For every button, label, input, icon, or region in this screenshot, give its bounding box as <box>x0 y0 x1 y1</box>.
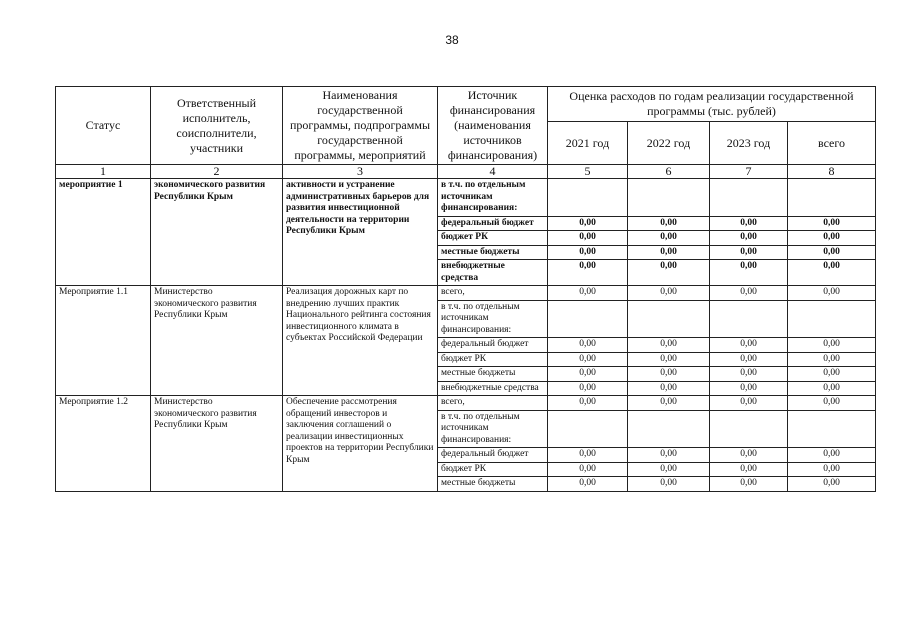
funding-source: в т.ч. по отдельным источникам финансирования: <box>438 300 548 338</box>
column-number: 8 <box>788 165 876 179</box>
amount-cell: 0,00 <box>788 286 876 301</box>
amount-cell: 0,00 <box>788 338 876 353</box>
amount-cell: 0,00 <box>548 260 628 286</box>
amount-cell: 0,00 <box>548 231 628 246</box>
header-estimate: Оценка расходов по годам реализации государственной программы (тыс. рублей) <box>548 87 876 122</box>
amount-cell: 0,00 <box>628 448 710 463</box>
funding-source: федеральный бюджет <box>438 338 548 353</box>
amount-cell: 0,00 <box>788 216 876 231</box>
amount-cell <box>788 179 876 217</box>
amount-cell <box>710 410 788 448</box>
table-row <box>56 396 876 411</box>
amount-cell: 0,00 <box>548 338 628 353</box>
page-number: 38 <box>445 33 459 47</box>
funding-source: всего, <box>438 396 548 411</box>
amount-cell: 0,00 <box>710 367 788 382</box>
amount-cell <box>788 410 876 448</box>
amount-cell: 0,00 <box>628 462 710 477</box>
funding-source: федеральный бюджет <box>438 448 548 463</box>
amount-cell <box>628 300 710 338</box>
amount-cell: 0,00 <box>628 245 710 260</box>
activity-executor: экономического развития Республики Крым <box>151 179 283 286</box>
amount-cell <box>628 179 710 217</box>
funding-source: в т.ч. по отдельным источникам финансирования: <box>438 179 548 217</box>
amount-cell <box>548 179 628 217</box>
amount-cell <box>628 410 710 448</box>
amount-cell: 0,00 <box>710 260 788 286</box>
amount-cell: 0,00 <box>548 448 628 463</box>
amount-cell: 0,00 <box>628 260 710 286</box>
amount-cell: 0,00 <box>548 477 628 492</box>
amount-cell <box>788 300 876 338</box>
amount-cell <box>710 179 788 217</box>
funding-source: местные бюджеты <box>438 477 548 492</box>
amount-cell: 0,00 <box>788 245 876 260</box>
amount-cell: 0,00 <box>548 367 628 382</box>
funding-source: всего, <box>438 286 548 301</box>
budget-table <box>55 86 876 492</box>
amount-cell: 0,00 <box>710 338 788 353</box>
activity-status: Мероприятие 1.2 <box>56 396 151 492</box>
amount-cell: 0,00 <box>548 396 628 411</box>
amount-cell: 0,00 <box>628 396 710 411</box>
amount-cell: 0,00 <box>710 286 788 301</box>
amount-cell: 0,00 <box>788 462 876 477</box>
amount-cell: 0,00 <box>788 260 876 286</box>
amount-cell: 0,00 <box>548 216 628 231</box>
amount-cell: 0,00 <box>628 338 710 353</box>
amount-cell: 0,00 <box>548 245 628 260</box>
column-number: 1 <box>56 165 151 179</box>
activity-status: Мероприятие 1.1 <box>56 286 151 396</box>
amount-cell: 0,00 <box>548 381 628 396</box>
amount-cell: 0,00 <box>710 448 788 463</box>
funding-source: в т.ч. по отдельным источникам финансирования: <box>438 410 548 448</box>
header-source: Источник финансирования (наименования источников финансирования) <box>438 87 548 165</box>
amount-cell: 0,00 <box>710 396 788 411</box>
amount-cell: 0,00 <box>710 216 788 231</box>
column-number: 5 <box>548 165 628 179</box>
amount-cell: 0,00 <box>548 286 628 301</box>
amount-cell <box>710 300 788 338</box>
column-number: 4 <box>438 165 548 179</box>
amount-cell: 0,00 <box>788 352 876 367</box>
header-year-2021: 2021 год <box>548 122 628 165</box>
activity-status: мероприятие 1 <box>56 179 151 286</box>
funding-source: бюджет РК <box>438 231 548 246</box>
amount-cell: 0,00 <box>628 477 710 492</box>
funding-source: внебюджетные средства <box>438 260 548 286</box>
amount-cell: 0,00 <box>628 381 710 396</box>
amount-cell: 0,00 <box>710 231 788 246</box>
column-number: 7 <box>710 165 788 179</box>
amount-cell: 0,00 <box>628 352 710 367</box>
amount-cell: 0,00 <box>548 352 628 367</box>
header-program: Наименования государственной программы, подпрограммы государственной программы, мероприятий <box>283 87 438 165</box>
column-number: 2 <box>151 165 283 179</box>
header-year-2023: 2023 год <box>710 122 788 165</box>
amount-cell <box>548 410 628 448</box>
activity-name: Обеспечение рассмотрения обращений инвесторов и заключения соглашений о реализации инвестиционных проектов на территории Республики Крым <box>283 396 438 492</box>
amount-cell: 0,00 <box>710 462 788 477</box>
activity-executor: Министерство экономического развития Республики Крым <box>151 396 283 492</box>
amount-cell: 0,00 <box>548 462 628 477</box>
amount-cell: 0,00 <box>710 477 788 492</box>
activity-name: активности и устранение административных барьеров для развития инвестиционной деятельности на территории Республики Крым <box>283 179 438 286</box>
funding-source: бюджет РК <box>438 462 548 477</box>
funding-source: бюджет РК <box>438 352 548 367</box>
funding-source: федеральный бюджет <box>438 216 548 231</box>
amount-cell: 0,00 <box>788 396 876 411</box>
amount-cell: 0,00 <box>788 477 876 492</box>
header-executor: Ответственный исполнитель, соисполнители, участники <box>151 87 283 165</box>
table-row <box>56 179 876 217</box>
table-row <box>56 286 876 301</box>
funding-source: местные бюджеты <box>438 367 548 382</box>
header-status: Статус <box>56 87 151 165</box>
amount-cell: 0,00 <box>628 367 710 382</box>
column-number: 6 <box>628 165 710 179</box>
amount-cell: 0,00 <box>788 381 876 396</box>
amount-cell: 0,00 <box>710 245 788 260</box>
amount-cell: 0,00 <box>788 231 876 246</box>
activity-name: Реализация дорожных карт по внедрению лучших практик Национального рейтинга состояния инвестиционного климата в субъектах Российской Федерации <box>283 286 438 396</box>
amount-cell: 0,00 <box>710 381 788 396</box>
funding-source: внебюджетные средства <box>438 381 548 396</box>
amount-cell <box>548 300 628 338</box>
amount-cell: 0,00 <box>628 286 710 301</box>
amount-cell: 0,00 <box>628 231 710 246</box>
header-year-2022: 2022 год <box>628 122 710 165</box>
activity-executor: Министерство экономического развития Республики Крым <box>151 286 283 396</box>
amount-cell: 0,00 <box>628 216 710 231</box>
funding-source: местные бюджеты <box>438 245 548 260</box>
header-total: всего <box>788 122 876 165</box>
amount-cell: 0,00 <box>710 352 788 367</box>
amount-cell: 0,00 <box>788 367 876 382</box>
column-number: 3 <box>283 165 438 179</box>
amount-cell: 0,00 <box>788 448 876 463</box>
